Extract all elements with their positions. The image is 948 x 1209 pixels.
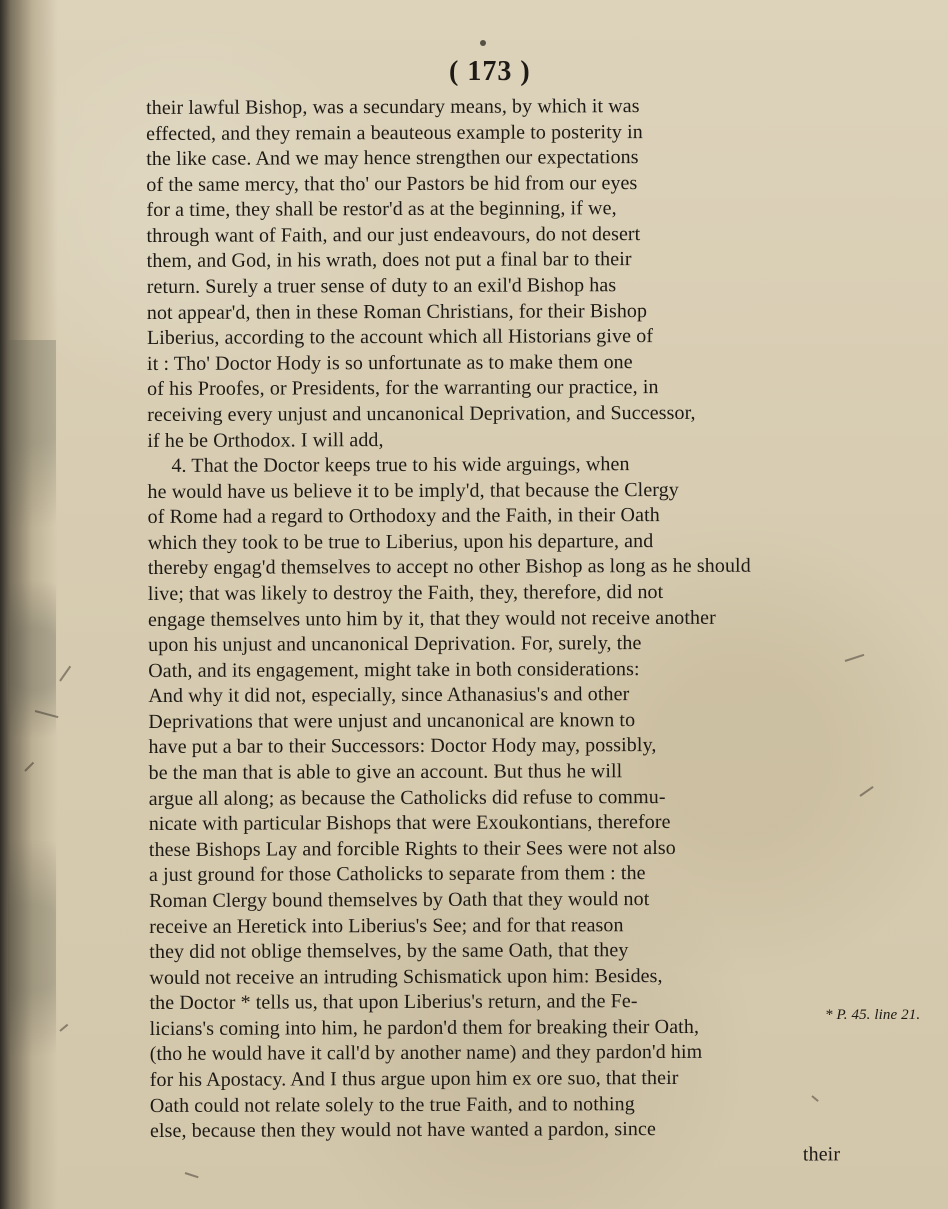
text-line: effected, and they remain a beauteous example to posterity in [146,120,643,145]
text-line: he would have us believe it to be imply'd, that because the Clergy [147,478,679,503]
ink-mark [185,1172,199,1178]
ink-mark [845,654,865,662]
text-line: the Doctor * tells us, that upon Liberius's return, and the Fe- [149,990,638,1015]
text-line: 4. That the Doctor keeps true to his wide arguings, when [171,453,630,477]
text-line: receiving every unjust and uncanonical Deprivation, and Successor, [147,401,696,426]
text-line: Liberius, according to the account which all Historians give of [146,325,654,350]
text-line: else, because then they would not have wanted a pardon, since [149,1118,656,1143]
text-line: be the man that is able to give an account. But thus he will [148,760,623,785]
top-ink-dot [480,40,486,46]
text-line: they did not oblige themselves, by the same Oath, that they [149,939,629,964]
text-line: their lawful Bishop, was a secundary means, by which it was [146,95,640,119]
text-line: if he be Orthodox. I will add, [147,428,384,452]
text-line: Roman Clergy bound themselves by Oath that they would not [149,887,650,912]
text-line: of his Proofes, or Presidents, for the warranting our practice, in [147,376,659,401]
page-stains [8,340,56,1100]
main-text [146,93,840,1170]
text-line: return. Surely a truer sense of duty to an exil'd Bishop has [146,274,617,299]
text-line: Oath, and its engagement, might take in both considerations: [148,657,640,682]
text-line: And why it did not, especially, since Athanasius's and other [148,683,630,708]
text-line: these Bishops Lay and forcible Rights to their Sees were not also [148,836,676,861]
text-line: through want of Faith, and our just endeavours, do not desert [146,222,641,247]
text-line: for a time, they shall be restor'd as at the beginning, if we, [146,197,617,222]
text-line: upon his unjust and uncanonical Deprivation. For, surely, the [148,632,642,657]
ink-mark [59,1024,68,1032]
text-line: it : Tho' Doctor Hody is so unfortunate as to make them one [146,350,633,375]
text-line: argue all along; as because the Catholicks did refuse to commu- [148,785,666,810]
text-line: have put a bar to their Successors: Doctor Hody may, possibly, [148,734,657,759]
text-line: Deprivations that were unjust and uncanonical are known to [148,709,636,733]
text-line: which they took to be true to Liberius, upon his departure, and [147,529,654,554]
text-line: not appear'd, then in these Roman Christians, for their Bishop [146,299,648,324]
text-line: live; that was likely to destroy the Faith, they, therefore, did not [147,581,664,605]
text-line: thereby engag'd themselves to accept no other Bishop as long as he should [147,555,751,580]
page-number: ( 173 ) [449,56,531,87]
ink-mark [859,786,873,797]
text-line: receive an Heretick into Liberius's See; and for that reason [149,913,624,938]
text-line: of Rome had a regard to Orthodoxy and the Faith, in their Oath [147,504,660,529]
text-line: engage themselves unto him by it, that they would not receive another [147,606,716,631]
text-line: Oath could not relate solely to the true Faith, and to nothing [149,1092,635,1117]
text-line: of the same mercy, that tho' our Pastors be hid from our eyes [146,171,638,196]
catchword: their [802,1143,841,1166]
text-line: a just ground for those Catholicks to separate from them : the [148,862,646,887]
text-line: licians's coming into him, he pardon'd them for breaking their Oath, [149,1015,700,1040]
text-line: the like case. And we may hence strengthen our expectations [146,146,639,171]
text-line: for his Apostacy. And I thus argue upon him ex ore suo, that their [149,1066,679,1091]
text-line: (tho he would have it call'd by another name) and they pardon'd him [149,1041,703,1066]
ink-mark [59,666,71,682]
text-line: would not receive an intruding Schismatick upon him: Besides, [149,964,663,989]
margin-note: * P. 45. line 21. [825,1007,921,1023]
text-line: nicate with particular Bishops that were Exoukontians, therefore [148,811,671,836]
text-line: them, and God, in his wrath, does not put a final bar to their [146,248,632,273]
